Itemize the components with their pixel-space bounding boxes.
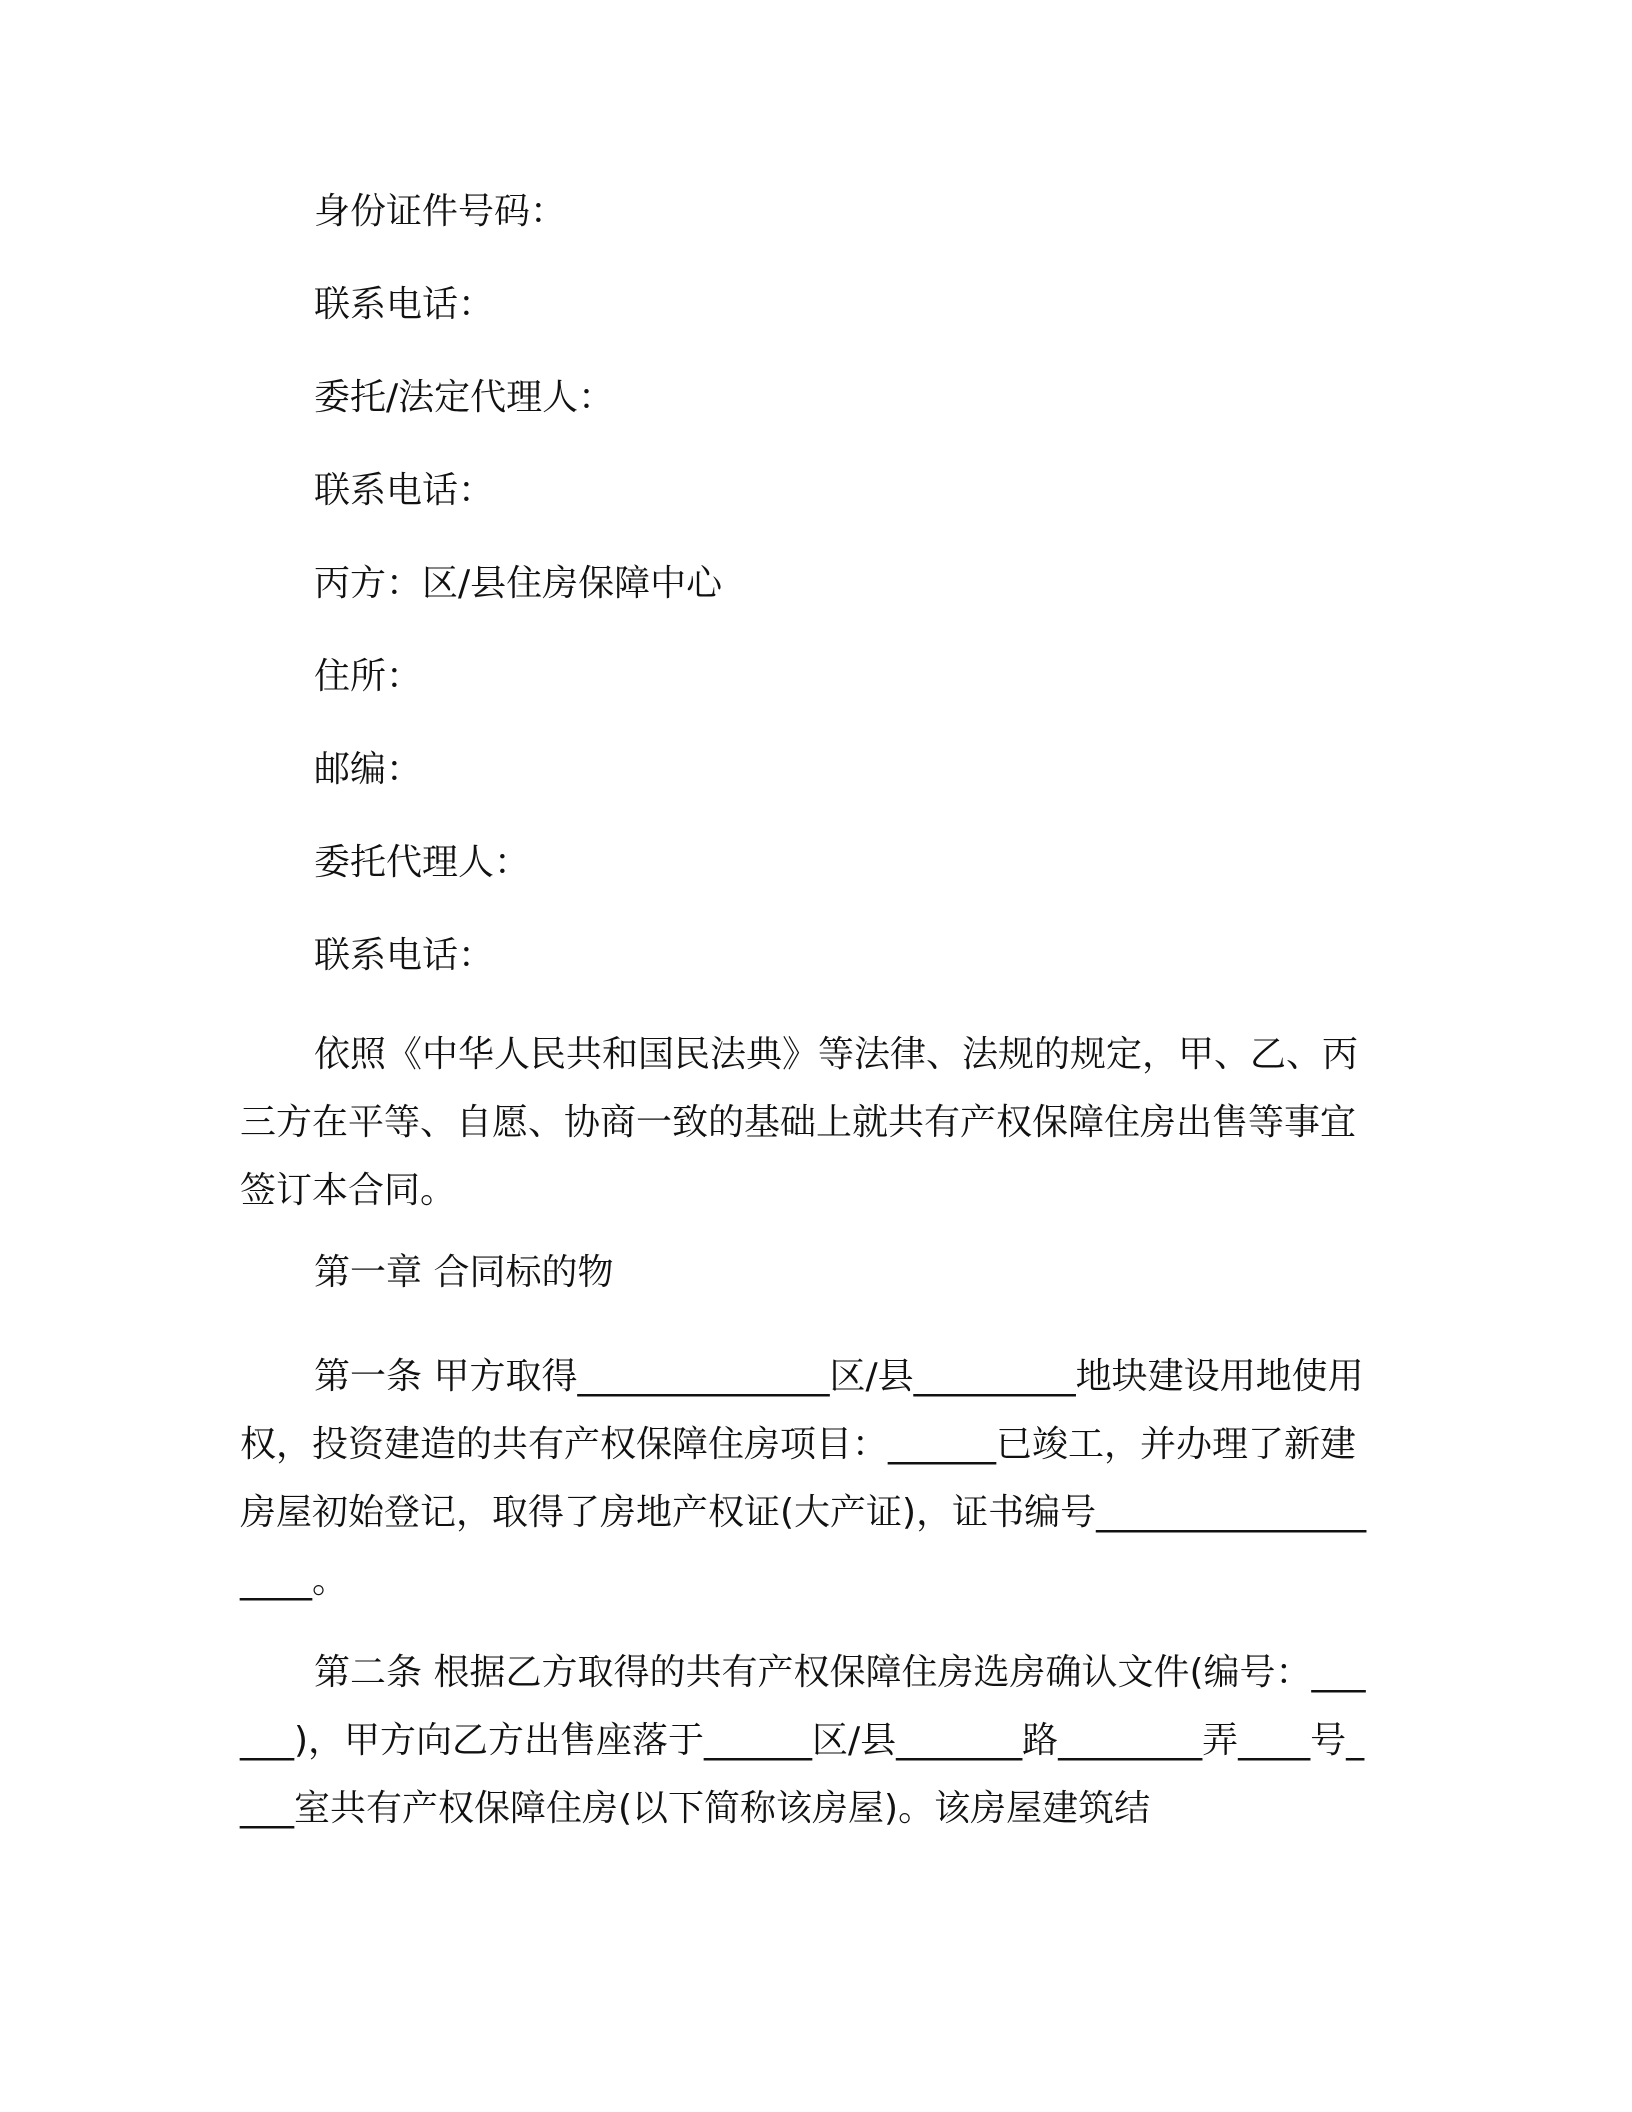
article-2: 第二条 根据乙方取得的共有产权保障住房选房确认文件(编号：______)，甲方向乙方出售座落于______区/县_______路________弄____号____室共有产权保障住房(以下简称该房屋)。该房屋建筑结 <box>240 1652 1366 1829</box>
chapter-heading: 第一章 合同标的物 <box>314 1252 614 1293</box>
field-agent: 委托/法定代理人： <box>314 377 615 418</box>
field-phone-3: 联系电话： <box>314 935 495 976</box>
field-postcode: 邮编： <box>314 749 423 790</box>
field-phone-1: 联系电话： <box>314 284 495 325</box>
field-address: 住所： <box>314 656 423 697</box>
field-party-c: 丙方：区/县住房保障中心 <box>314 563 723 604</box>
document-body <box>240 188 1372 1867</box>
field-id-number: 身份证件号码： <box>314 191 567 232</box>
article-1: 第一条 甲方取得______________区/县_________地块建设用地使用权，投资建造的共有产权保障住房项目：______已竣工，并办理了新建房屋初始登记，取得了房地产权证(大产证)，证书编号___________________。 <box>240 1356 1367 1601</box>
intro-paragraph: 依照《中华人民共和国民法典》等法律、法规的规定，甲、乙、丙三方在平等、自愿、协商一致的基础上就共有产权保障住房出售等事宜签订本合同。 <box>240 1034 1359 1211</box>
field-entrusted-agent: 委托代理人： <box>314 842 531 883</box>
field-phone-2: 联系电话： <box>314 470 495 511</box>
